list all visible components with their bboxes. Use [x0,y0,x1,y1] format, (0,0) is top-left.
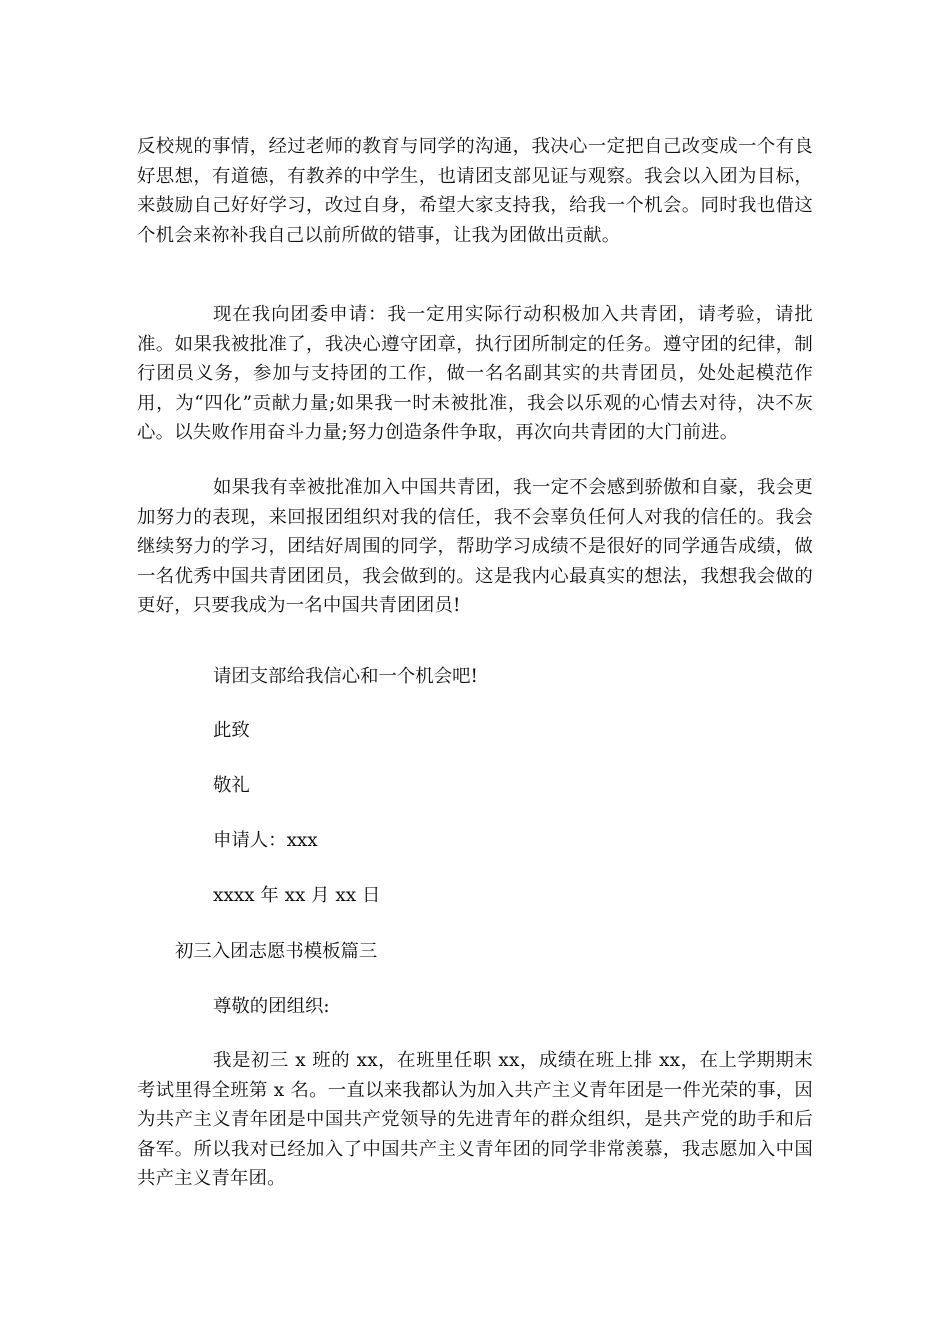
closing-salutation: 此致 [213,720,250,741]
application-date: xxxx 年 xx 月 xx 日 [213,885,381,906]
paragraph-continuation: 反校规的事情，经过老师的教育与同学的沟通，我决心一定把自己改变成一个有良好思想，有道德，有教养的中学生，也请团支部见证与观察。我会以入团为目标，来鼓励自己好好学习，改过自身，希望大家支持我，给我一个机会。同时我也借这个机会来祢补我自己以前所做的错事，让我为团做出贡献。 [137,136,813,246]
section-title: 初三入团志愿书模板篇三 [175,941,378,962]
applicant-signature: 申请人：xxx [213,830,318,851]
closing-respect: 敬礼 [213,775,250,796]
paragraph-commitment: 如果我有幸被批准加入中国共青团，我一定不会感到骄傲和自豪，我会更加努力的表现，来回报团组织对我的信任，我不会辜负任何人对我的信任的。我会继续努力的学习，团结好周围的同学，帮助学习成绩不是很好的同学通告成绩，做一名优秀中国共青团团员，我会做到的。这是我内心最真实的想法，我想我会做的更好，只要我成为一名中国共青团团员! [137,477,813,616]
paragraph-introduction: 我是初三 x 班的 xx，在班里任职 xx，成绩在班上排 xx，在上学期期末考试里得全班第 x 名。一直以来我都认为加入共产主义青年团是一件光荣的事，因为共产主义青年团是中国共产党领导的先进青年的群众组织，是共产党的助手和后备军。所以我对已经加入了中国共产主义青年团的同学非常羡慕，我志愿加入中国共产主义青年团。 [137,1050,813,1189]
greeting: 尊敬的团组织: [213,996,330,1017]
closing-request: 请团支部给我信心和一个机会吧! [213,666,478,687]
paragraph-application: 现在我向团委申请：我一定用实际行动积极加入共青团，请考验，请批准。如果我被批准了，我决心遵守团章，执行团所制定的任务。遵守团的纪律，制行团员义务，参加与支持团的工作，做一名名副其实的共青团员，处处起模范作用，为“四化”贡献力量;如果我一时未被批准，我会以乐观的心情去对待，决不灰心。以失败作用奋斗力量;努力创造条件争取，再次向共青团的大门前进。 [137,304,813,443]
